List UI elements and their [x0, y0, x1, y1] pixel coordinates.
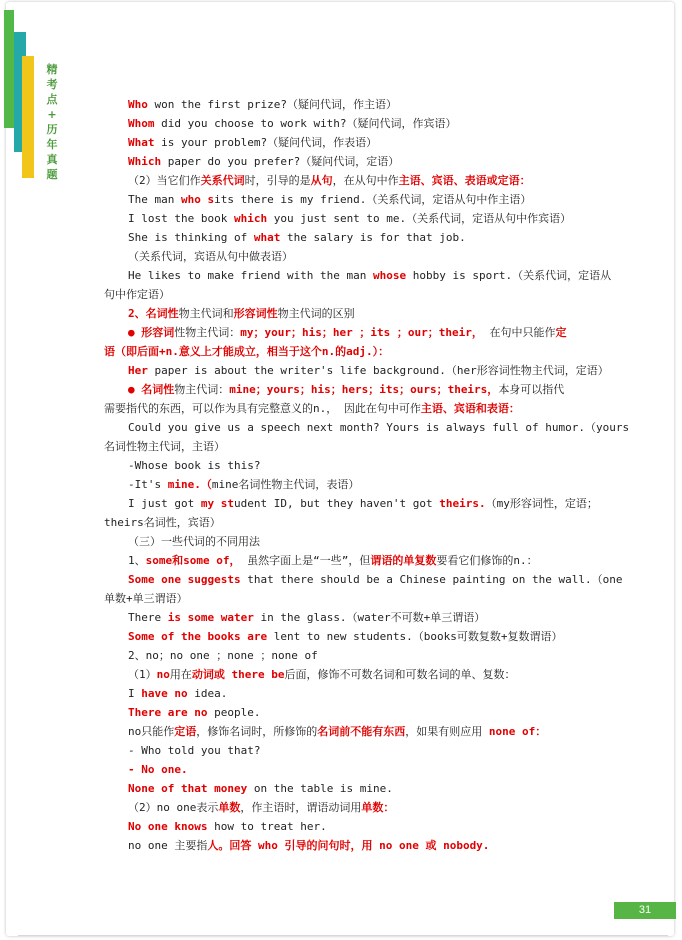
body-text: paper is about the writer's life background.（her形容词性物主代词，定语） [147, 364, 609, 377]
text-line [104, 304, 578, 323]
text-line [104, 437, 578, 456]
body-text: 时，引导的是 [244, 174, 311, 187]
body-text: ，在从句中作 [332, 174, 399, 187]
body-text: 句中作定语） [104, 288, 170, 301]
body-text: is your problem?（疑问代词，作表语） [154, 136, 378, 149]
highlight-text: my；your；his；her ；its ；our；their， [240, 326, 483, 339]
body-text: 要看它们修饰的n.： [436, 554, 538, 567]
highlight-text: 从句 [310, 174, 333, 187]
text-line [104, 551, 578, 570]
text-line [104, 399, 578, 418]
text-line [104, 513, 578, 532]
body-text: 后面，修饰不可数名词和可数名词的单、复数： [284, 668, 516, 681]
highlight-text: is some water [167, 611, 254, 624]
highlight-text: Her [128, 364, 148, 377]
highlight-text: my st [200, 497, 234, 510]
side-title-char: 年 [46, 138, 58, 151]
side-title-char: + [47, 108, 57, 121]
body-text: 性物主代词： [174, 326, 241, 339]
body-text: （关系代词，宾语从句中做表语） [128, 250, 293, 263]
body-text: The man [128, 193, 181, 206]
body-text: no one 主要指 [128, 839, 208, 852]
side-title-char: 历 [46, 123, 58, 136]
body-text: 单数+单三谓语） [104, 592, 188, 605]
side-title-char: 点 [46, 93, 58, 106]
text-line [104, 171, 578, 190]
text-line [104, 456, 578, 475]
body-text: did you choose to work with?（疑问代词，作宾语） [154, 117, 457, 130]
body-text: - Who told you that? [128, 744, 261, 757]
highlight-text: 形容词性 [233, 307, 278, 320]
body-text: He likes to make friend with the man [128, 269, 374, 282]
highlight-text: Whom [128, 117, 155, 130]
highlight-text: No one knows [128, 820, 208, 833]
body-text: hobby is sport.（关系代词，定语从 [406, 269, 612, 282]
body-text: ，如果有则应用 [405, 725, 489, 738]
body-text: I just got [128, 497, 201, 510]
highlight-text: theirs. [439, 497, 486, 510]
text-line [104, 741, 578, 760]
highlight-text: have no [141, 687, 188, 700]
text-line [104, 228, 578, 247]
side-title-char: 考 [46, 78, 58, 91]
body-text: idea. [187, 687, 228, 700]
decor-bar-yellow [22, 56, 34, 178]
side-title-char: 题 [46, 168, 58, 181]
text-line [104, 665, 578, 684]
bottom-divider [18, 935, 668, 936]
text-line [104, 133, 578, 152]
highlight-text: ● 名词性 [128, 383, 175, 396]
highlight-text: 定 [555, 326, 567, 339]
highlight-text: whose [373, 269, 407, 282]
body-text: ，作主语时，谓语动词用 [240, 801, 362, 814]
section-side-title [44, 62, 60, 182]
text-line [104, 361, 609, 380]
highlight-text: Who [128, 98, 148, 111]
body-text: people. [207, 706, 261, 719]
side-title-char: 真 [46, 153, 58, 166]
text-line [104, 722, 578, 741]
highlight-text: some和some of， [145, 554, 241, 567]
text-line [104, 703, 578, 722]
highlight-text: 人。回答 who 引导的问句时，用 no one 或 nobody. [207, 839, 490, 852]
text-line [104, 380, 578, 399]
text-line [104, 836, 578, 855]
body-text: Could you give us a speech next month? Yours is always full of humor.（yours [128, 421, 630, 434]
body-text: its there is my friend.（关系代词，定语从句中作主语） [214, 193, 532, 206]
text-line [104, 475, 578, 494]
text-line [104, 323, 578, 342]
text-line [104, 570, 623, 589]
highlight-text: - No one. [128, 763, 188, 776]
body-text: on the table is mine. [247, 782, 393, 795]
highlight-text: mine；yours；his；hers；its；ours；theirs， [229, 383, 499, 396]
body-text: the salary is for that job. [280, 231, 466, 244]
body-text: （1） [128, 668, 157, 681]
page-number: 31 [614, 902, 676, 919]
text-line [104, 285, 578, 304]
highlight-text: 定语 [174, 725, 197, 738]
highlight-text: 动词或 there be [191, 668, 285, 681]
text-line [104, 152, 578, 171]
body-text: I [128, 687, 142, 700]
body-text: （三）一些代词的不同用法 [128, 535, 260, 548]
highlight-text: 语（即后面+n.意义上才能成立，相当于这个n.的adj.）： [104, 345, 390, 358]
highlight-text: 主语、宾语、表语或定语： [398, 174, 531, 187]
body-text: 虽然字面上是“一些”，但 [240, 554, 371, 567]
text-line [104, 209, 578, 228]
highlight-text: 关系代词 [200, 174, 245, 187]
body-text: in the glass.（water不可数+单三谓语） [253, 611, 486, 624]
body-text: 物主代词的区别 [277, 307, 355, 320]
highlight-text: There are no [128, 706, 208, 719]
body-text: ，修饰名词时，所修饰的 [196, 725, 318, 738]
highlight-text: none of： [488, 725, 547, 738]
highlight-text: mine.（ [167, 478, 212, 491]
text-line [104, 342, 578, 361]
document-body [104, 95, 630, 855]
highlight-text: ● 形容词 [128, 326, 175, 339]
highlight-text: What [128, 136, 155, 149]
body-text: （2）no one表示 [128, 801, 219, 814]
body-text: that there should be a Chinese painting on the wall.（one [240, 573, 623, 586]
highlight-text: 谓语的单复数 [370, 554, 437, 567]
text-line [104, 798, 578, 817]
body-text: how to treat her. [207, 820, 327, 833]
body-text: 物主代词和 [178, 307, 234, 320]
text-line [104, 114, 578, 133]
body-text: I lost the book [128, 212, 234, 225]
highlight-text: 主语、宾语和表语： [420, 402, 520, 415]
body-text: -Whose book is this? [128, 459, 261, 472]
body-text: There [128, 611, 168, 624]
body-text: （2）当它们作 [128, 174, 201, 187]
text-line [104, 589, 578, 608]
body-text: 2、no；no one ；none ；none of [128, 649, 318, 662]
body-text: 需要指代的东西，可以作为具有完整意义的n.， 因此在句中可作 [104, 402, 421, 415]
body-text: udent ID, but they haven't got [233, 497, 440, 510]
highlight-text: 单数： [361, 801, 395, 814]
body-text: 1、 [128, 554, 146, 567]
side-title-char: 精 [46, 63, 58, 76]
highlight-text: Some of the books are [128, 630, 268, 643]
highlight-text: who s [180, 193, 215, 206]
highlight-text: 名词前不能有东西 [317, 725, 406, 738]
text-line [104, 95, 578, 114]
text-line [104, 627, 578, 646]
highlight-text: 2、名词性 [128, 307, 179, 320]
body-text: theirs名词性，宾语） [104, 516, 221, 529]
highlight-text: 单数 [218, 801, 241, 814]
body-text: lent to new students.（books可数复数+复数谓语） [267, 630, 563, 643]
text-line [104, 608, 578, 627]
text-line [104, 190, 578, 209]
body-text: won the first prize?（疑问代词，作主语） [147, 98, 397, 111]
highlight-text: Some one suggests [128, 573, 241, 586]
body-text: paper do you prefer?（疑问代词，定语） [161, 155, 400, 168]
text-line [104, 532, 578, 551]
decor-bar-green [4, 10, 14, 128]
body-text: 名词性物主代词，主语） [104, 440, 225, 453]
text-line [104, 779, 578, 798]
highlight-text: which [233, 212, 268, 225]
highlight-text: what [253, 231, 281, 244]
highlight-text: no [156, 668, 170, 681]
text-line [104, 646, 578, 665]
text-line [104, 817, 578, 836]
text-line [104, 760, 578, 779]
body-text: 本身可以指代 [498, 383, 565, 396]
text-line [104, 247, 578, 266]
highlight-text: None of that money [128, 782, 248, 795]
body-text: you just sent to me.（关系代词，定语从句中作宾语） [267, 212, 572, 225]
body-text: no只能作 [128, 725, 175, 738]
body-text: 用在 [169, 668, 192, 681]
body-text: mine名词性物主代词，表语） [211, 478, 360, 491]
body-text: 物主代词： [174, 383, 230, 396]
body-text: She is thinking of [128, 231, 254, 244]
highlight-text: Which [128, 155, 162, 168]
text-line [104, 418, 630, 437]
text-line [104, 684, 578, 703]
body-text: （my形容词性，定语； [485, 497, 598, 510]
text-line [104, 266, 612, 285]
body-text: -It's [128, 478, 168, 491]
text-line [104, 494, 598, 513]
body-text: 在句中只能作 [482, 326, 556, 339]
